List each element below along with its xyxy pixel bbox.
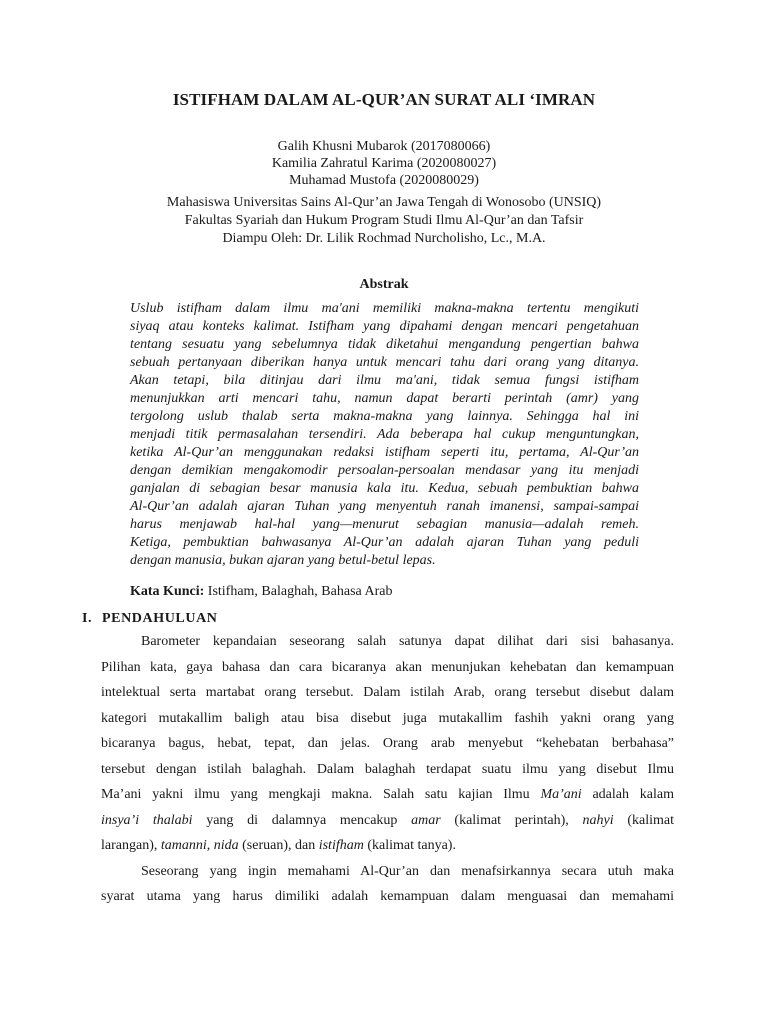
abstract-line: Ketiga, pembuktian bahwasanya Al-Qur’an adalah ajaran Tuhan yang peduli (130, 535, 639, 550)
text-run: adalah kalam (581, 787, 674, 802)
abstract-line: ketika Al-Qur’an menggunakan redaksi istifham seperti itu, pertama, Al-Qur’an (130, 445, 639, 460)
abstract-line: Uslub istifham dalam ilmu ma'ani memiliki makna-makna tertentu mengikuti (130, 301, 639, 316)
body-line (101, 808, 674, 834)
abstract-line: harus menjawab hal-hal yang—menurut sebagian manusia—adalah remeh. (130, 517, 639, 532)
abstract-line: ganjalan di sebagian besar manusia kala itu. Kedua, sebuah pembuktian bahwa (130, 481, 639, 496)
body-line: intelektual serta martabat orang tersebut. Dalam istilah Arab, orang tersebut disebut dalam (101, 685, 674, 700)
text-run: Ma’ani yakni ilmu yang mengkaji makna. Salah satu kajian Ilmu (101, 787, 541, 802)
abstract-line: dengan demikian mengakomodir persoalan-persoalan mendasar yang itu menjadi (130, 463, 639, 478)
abstract-heading: Abstrak (359, 277, 409, 292)
body-line: kategori mutakallim baligh atau bisa disebut juga mutakallim fashih yakni orang yang (101, 710, 674, 726)
text-run: (kalimat tanya). (363, 838, 456, 853)
abstract-line: tentang sesuatu yang sebelumnya tidak diketahui mengandung pengertian bahwa (130, 337, 639, 352)
text-run: (kalimat perintah), (440, 812, 583, 828)
italic-term: insya’i thalabi (101, 812, 193, 828)
text-run: larangan), (101, 838, 161, 853)
body-line: Barometer kepandaian seseorang salah satunya dapat dilihat dari sisi bahasanya. (141, 634, 674, 649)
author-list (0, 138, 768, 189)
abstract-line: tergolong uslub thalab serta makna-makna yang lainnya. Sehingga hal ini (130, 409, 639, 424)
italic-term: amar (411, 812, 441, 828)
abstract-line: sebuah pertanyaan diberikan hanya untuk mencari tahu dari orang yang ditanya. (130, 355, 639, 370)
abstract-line: dengan manusia, bukan ajaran yang betul-betul lepas. (130, 553, 436, 568)
keywords-value: Istifham, Balaghah, Bahasa Arab (204, 584, 393, 599)
author-3: Muhamad Mustofa (2020080029) (289, 173, 479, 188)
body-line: Seseorang yang ingin memahami Al-Qur’an dan menafsirkannya secara utuh maka (141, 863, 674, 879)
abstract-line: Akan tetapi, bila ditinjau dari ilmu ma'ani, tidak semua fungsi istifham (130, 373, 639, 388)
text-run: , (206, 838, 214, 853)
italic-term: nida (213, 838, 239, 853)
italic-term: nahyi (582, 812, 614, 828)
italic-term: Ma’ani (540, 787, 582, 802)
abstract-line: menunjukkan arti mencari tahu, namun dapat berarti perintah (amr) yang (130, 391, 639, 406)
keywords (130, 584, 392, 600)
body-line: tersebut dengan istilah balaghah. Dalam balaghah terdapat suatu ilmu yang disebut Ilmu (101, 761, 674, 777)
abstract-line: siyaq atau konteks kalimat. Istifham yang dipahami dengan mencari pengetahuan (130, 319, 639, 334)
abstract-line: menjadi titik permasalahan tersendiri. Ada beberapa hal cukup menguntungkan, (130, 427, 639, 442)
italic-term: tamanni (160, 838, 207, 853)
text-run: (kalimat (613, 812, 675, 828)
body-line: Pilihan kata, gaya bahasa dan cara bicaranya akan menunjukan kehebatan dan kemampuan (101, 659, 674, 675)
section-number: I. (82, 611, 93, 626)
abstract-text (130, 300, 639, 570)
keywords-label: Kata Kunci: (130, 584, 205, 599)
abstract-line: Al-Qur’an adalah ajaran Tuhan yang menyentuh ranah imanensi, sampai-sampai (130, 499, 639, 514)
section-heading (82, 611, 218, 627)
text-run: (seruan), dan (238, 838, 319, 853)
body-line (101, 782, 674, 808)
author-1: Galih Khusni Mubarok (2017080066) (277, 139, 491, 154)
affiliation-block (0, 194, 768, 248)
body-line (101, 833, 674, 859)
section-title: PENDAHULUAN (102, 611, 218, 626)
body-line: bicaranya bagus, hebat, tepat, dan jelas. Orang arab menyebut “kehebatan berbahasa” (101, 736, 674, 751)
italic-term: istifham (318, 838, 364, 853)
paper-title: ISTIFHAM DALAM AL-QUR’AN SURAT ALI ‘IMRAN (172, 90, 596, 109)
affiliation-faculty: Fakultas Syariah dan Hukum Program Studi Ilmu Al-Qur’an dan Tafsir (184, 213, 584, 228)
text-run: yang di dalamnya mencakup (192, 812, 412, 828)
author-2: Kamilia Zahratul Karima (2020080027) (271, 156, 497, 171)
affiliation-supervisor: Diampu Oleh: Dr. Lilik Rochmad Nurcholisho, Lc., M.A. (222, 231, 546, 246)
affiliation-university: Mahasiswa Universitas Sains Al-Qur’an Jawa Tengah di Wonosobo (UNSIQ) (166, 195, 602, 210)
body-line: syarat utama yang harus dimiliki adalah kemampuan dalam menguasai dan memahami (101, 889, 674, 904)
section-body (101, 629, 674, 910)
